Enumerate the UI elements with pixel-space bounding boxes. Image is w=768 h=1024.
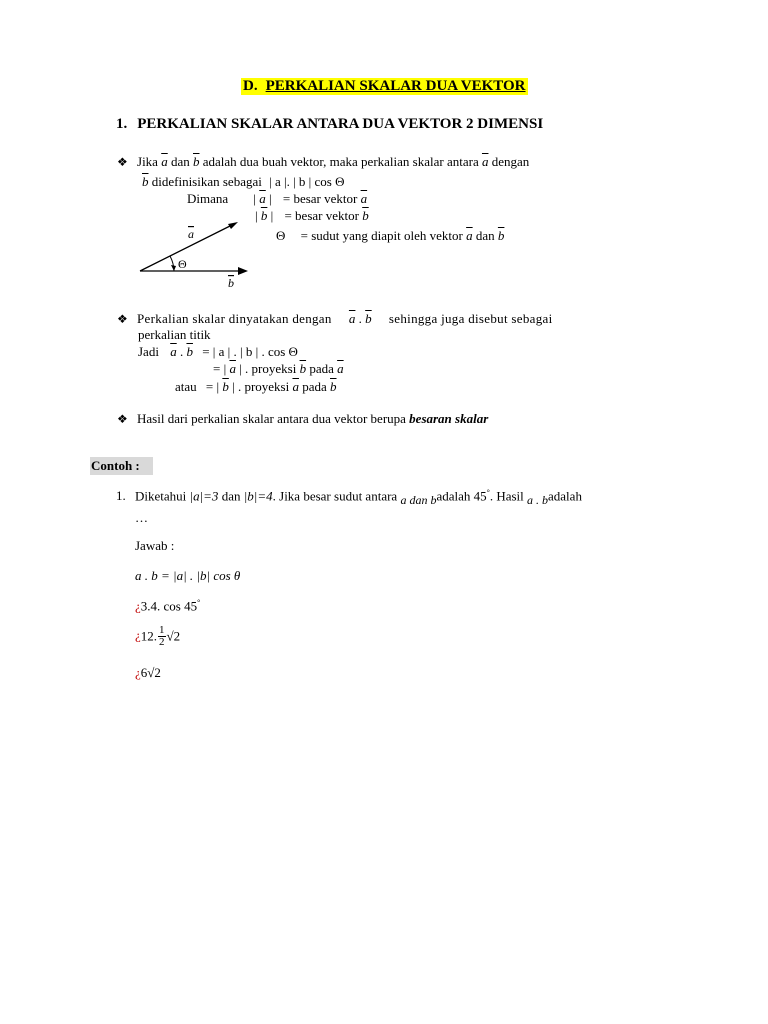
- question-mark-glyph: ¿: [135, 627, 141, 643]
- degree-icon: °: [197, 598, 201, 607]
- title-text: PERKALIAN SKALAR DUA VEKTOR: [265, 78, 526, 94]
- jawab-label: Jawab :: [135, 538, 175, 553]
- answer-step-4: ¿6√2: [135, 665, 161, 680]
- fraction-one-half: $\frac{1}{2}$: [159, 624, 165, 648]
- answer-step-3: ¿12. $\frac{1}{2}$ √2: [135, 624, 181, 648]
- bullet-2-line-2: perkalian titik: [138, 327, 211, 342]
- vector-a-arrowhead: [228, 222, 238, 229]
- question-line: Diketahui |a|=3 dan |b|=4. Jika besar sudut antara a dan badalah 45°. Hasil a . badalah: [135, 488, 582, 508]
- theta-label: Θ: [178, 257, 187, 271]
- answer-step-1: a . b = |a| . |b| cos θ: [135, 568, 241, 583]
- vector-b-arrowhead: [238, 267, 248, 275]
- vector-dot-a-b: a . b: [527, 493, 549, 508]
- section-heading-text: PERKALIAN SKALAR ANTARA DUA VEKTOR 2 DIMENSI: [137, 116, 544, 132]
- dimana-line-3: Θ = sudut yang diapit oleh vektor $\overline{a}$ dan $\overline{b}$: [276, 228, 505, 243]
- dimana-line-1: Dimana | $\overline{a}$ | = besar vektor $\overline{a}$: [187, 191, 368, 206]
- section-number: 1.: [116, 116, 128, 132]
- diamond-bullet-icon: ❖: [117, 312, 128, 326]
- bullet-1-line-2: $\overline{b}$ didefinisikan sebagai | a |. | b | cos Θ: [142, 174, 345, 189]
- question-mark-glyph: ¿: [135, 665, 141, 680]
- bullet-3: ❖ Hasil dari perkalian skalar antara dua vektor berupa besaran skalar: [117, 411, 489, 426]
- section-heading: [116, 116, 543, 133]
- diamond-bullet-icon: ❖: [117, 412, 128, 426]
- dimana-line-2: | $\overline{b}$ | = besar vektor $\overline{b}$: [255, 208, 369, 223]
- item-number: 1.: [116, 488, 126, 503]
- vector-b-label: b: [228, 276, 234, 290]
- jadi-line-2: = | $\overline{a}$ | . proyeksi $\overline{b}$ pada $\overline{a}$: [213, 361, 344, 376]
- vector-diagram: [130, 215, 260, 295]
- question-mark-glyph: ¿: [135, 598, 141, 614]
- title-prefix: D.: [243, 78, 258, 94]
- page-title: [241, 78, 528, 95]
- bullet-2-line-1: ❖ Perkalian skalar dinyatakan dengan $\overline{a}$ . $\overline{b}$ sehingga juga disebut sebagai: [117, 311, 553, 326]
- vector-pair-a-b: a dan b: [400, 493, 437, 508]
- vector-a-label: a: [188, 227, 194, 241]
- bullet-1-line-1: ❖ Jika $\overline{a}$ dan $\overline{b}$ adalah dua buah vektor, maka perkalian skalar antara $\overline{a}$ dengan: [117, 154, 530, 169]
- atau-line: atau = | $\overline{b}$ | . proyeksi $\overline{a}$ pada $\overline{b}$: [175, 379, 337, 394]
- contoh-label: Contoh :: [90, 457, 153, 475]
- degree-icon: °: [486, 488, 490, 497]
- diamond-bullet-icon: ❖: [117, 155, 128, 169]
- vector-a-line: [140, 224, 234, 271]
- answer-step-2: ¿3.4. cos 45°: [135, 598, 201, 614]
- question-ellipsis: …: [135, 510, 148, 525]
- jadi-line-1: Jadi $\overline{a}$ . $\overline{b}$ = | a | . | b | . cos Θ: [138, 344, 298, 359]
